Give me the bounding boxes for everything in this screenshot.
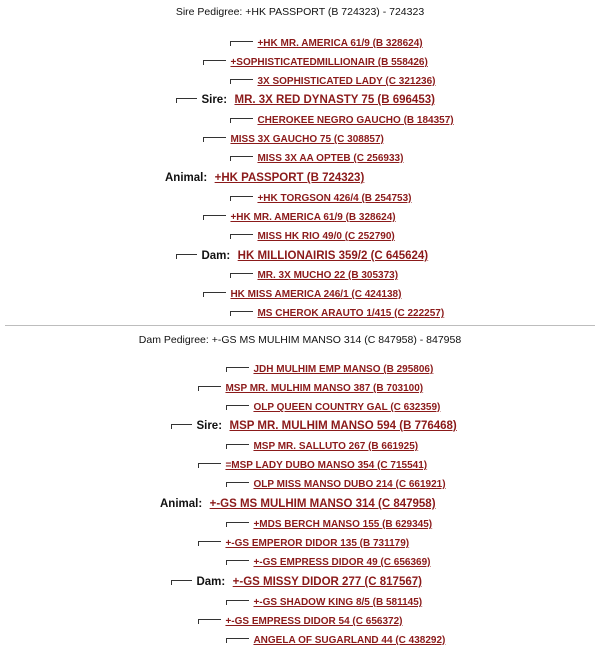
ancestor-link[interactable]: +HK MR. AMERICA 61/9 (B 328624): [230, 212, 396, 223]
pedigree-entry: [226, 516, 432, 532]
pedigree-entry: [171, 418, 457, 433]
pedigree-entry: [226, 554, 430, 570]
ancestor-link[interactable]: +-GS SHADOW KING 8/5 (B 581145): [253, 597, 423, 608]
ancestor-link[interactable]: MSP MR. SALLUTO 267 (B 661925): [253, 441, 419, 452]
pedigree-entry: [230, 35, 423, 51]
pedigree-entry: [230, 228, 395, 244]
pedigree-entry: [226, 361, 433, 377]
pedigree-entry: [226, 632, 445, 648]
ancestor-link[interactable]: CHEROKEE NEGRO GAUCHO (B 184357): [257, 115, 454, 126]
ancestor-link[interactable]: MISS HK RIO 49/0 (C 252790): [257, 231, 395, 242]
dam-label: Dam:: [201, 250, 231, 262]
ancestor-link[interactable]: =MSP LADY DUBO MANSO 354 (C 715541): [225, 460, 428, 471]
animal-label: Animal:: [165, 172, 208, 184]
ancestor-link[interactable]: MISS 3X GAUCHO 75 (C 308857): [230, 134, 384, 145]
pedigree-entry: [198, 380, 423, 396]
dam-link[interactable]: +-GS MISSY DIDOR 277 (C 817567): [232, 576, 422, 588]
pedigree-entry: [230, 112, 454, 128]
sire-link[interactable]: MSP MR. MULHIM MANSO 594 (B 776468): [229, 420, 457, 432]
ancestor-link[interactable]: +-GS EMPRESS DIDOR 49 (C 656369): [253, 557, 431, 568]
pedigree-entry: [226, 594, 422, 610]
dam-pedigree-title: Dam Pedigree: +-GS MS MULHIM MANSO 314 (C 847958) - 847958: [138, 334, 462, 346]
ancestor-link[interactable]: MS CHEROK ARAUTO 1/415 (C 222257): [257, 308, 445, 319]
ancestor-link[interactable]: 3X SOPHISTICATED LADY (C 321236): [257, 76, 436, 87]
ancestor-link[interactable]: MISS 3X AA OPTEB (C 256933): [257, 153, 404, 164]
pedigree-entry: [176, 248, 428, 263]
animal-link[interactable]: +HK PASSPORT (B 724323): [214, 172, 365, 184]
pedigree-entry: [198, 457, 427, 473]
animal-link[interactable]: +-GS MS MULHIM MANSO 314 (C 847958): [209, 498, 436, 510]
ancestor-link[interactable]: HK MISS AMERICA 246/1 (C 424138): [230, 289, 402, 300]
pedigree-entry: [230, 150, 403, 166]
pedigree-entry: [226, 438, 418, 454]
ancestor-link[interactable]: OLP MISS MANSO DUBO 214 (C 661921): [253, 479, 446, 490]
pedigree-entry: [230, 190, 412, 206]
pedigree-entry: [198, 613, 402, 629]
sire-link[interactable]: MR. 3X RED DYNASTY 75 (B 696453): [234, 94, 435, 106]
pedigree-entry: [203, 286, 401, 302]
section-divider: [5, 325, 595, 326]
sire-label: Sire:: [201, 94, 228, 106]
pedigree-entry: [230, 267, 398, 283]
animal-label: Animal:: [160, 498, 203, 510]
ancestor-link[interactable]: +-GS EMPEROR DIDOR 135 (B 731179): [225, 538, 410, 549]
pedigree-entry: [203, 131, 384, 147]
sire-label: Sire:: [196, 420, 223, 432]
ancestor-link[interactable]: JDH MULHIM EMP MANSO (B 295806): [253, 364, 434, 375]
pedigree-entry: [226, 399, 440, 415]
pedigree-entry: [198, 535, 409, 551]
pedigree-entry: [230, 73, 435, 89]
dam-label: Dam:: [196, 576, 226, 588]
ancestor-link[interactable]: OLP QUEEN COUNTRY GAL (C 632359): [253, 402, 441, 413]
pedigree-entry: [226, 476, 446, 492]
ancestor-link[interactable]: ANGELA OF SUGARLAND 44 (C 438292): [253, 635, 446, 646]
pedigree-entry: [176, 92, 435, 107]
sire-pedigree-title: Sire Pedigree: +HK PASSPORT (B 724323) - 724323: [175, 6, 425, 18]
ancestor-link[interactable]: +MDS BERCH MANSO 155 (B 629345): [253, 519, 433, 530]
pedigree-entry: [171, 574, 422, 589]
pedigree-entry: [230, 305, 444, 321]
pedigree-entry: [203, 209, 396, 225]
ancestor-link[interactable]: +HK TORGSON 426/4 (B 254753): [257, 193, 412, 204]
ancestor-link[interactable]: +HK MR. AMERICA 61/9 (B 328624): [257, 38, 423, 49]
dam-link[interactable]: HK MILLIONAIRIS 359/2 (C 645624): [237, 250, 429, 262]
pedigree-entry: [165, 170, 364, 185]
pedigree-entry: [203, 54, 428, 70]
ancestor-link[interactable]: MSP MR. MULHIM MANSO 387 (B 703100): [225, 383, 424, 394]
ancestor-link[interactable]: MR. 3X MUCHO 22 (B 305373): [257, 270, 399, 281]
ancestor-link[interactable]: +SOPHISTICATEDMILLIONAIR (B 558426): [230, 57, 428, 68]
ancestor-link[interactable]: +-GS EMPRESS DIDOR 54 (C 656372): [225, 616, 403, 627]
pedigree-entry: [160, 496, 436, 511]
